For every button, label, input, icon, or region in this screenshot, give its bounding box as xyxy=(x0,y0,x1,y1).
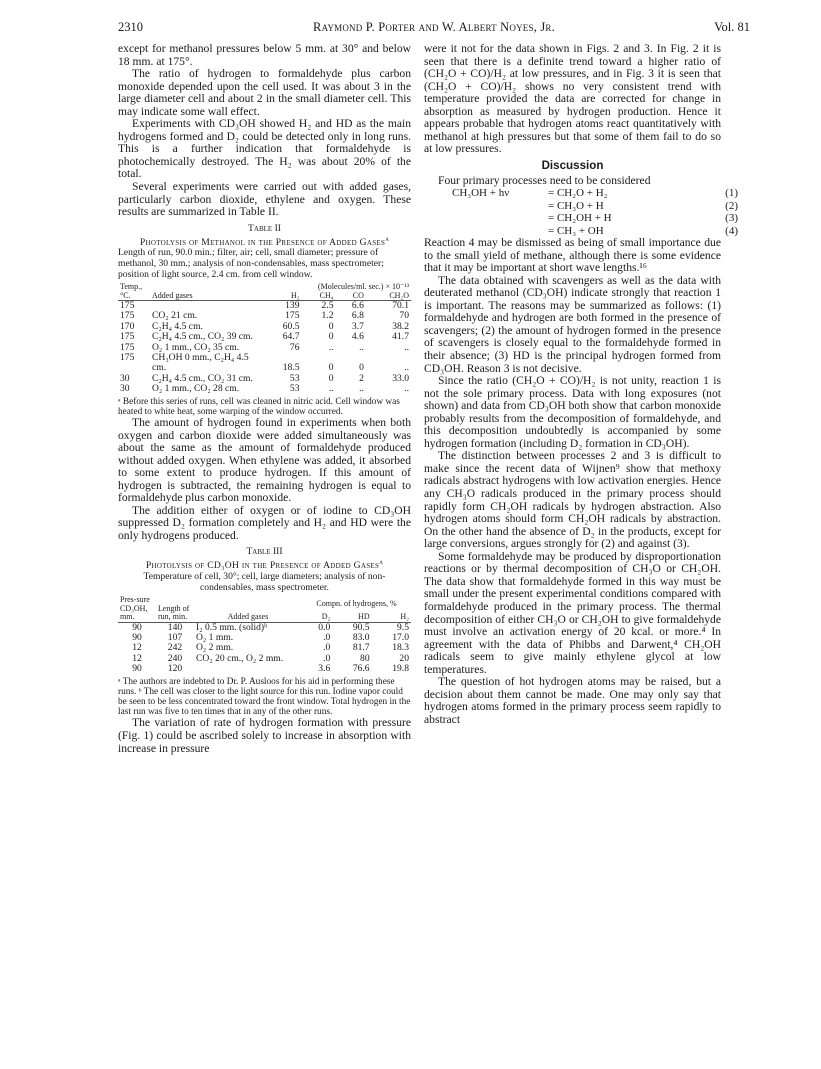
table-cell-temp: 175 xyxy=(120,299,135,311)
table-cell-gases: CO₂ 20 cm., O₂ 2 mm. xyxy=(196,652,284,664)
paragraph: Four primary processes need to be considered xyxy=(438,173,651,187)
paragraph: Reaction 4 may be dismissed as being of small importance due to the small yield of methane, although there is some evidence that it may be important at short wave lengths.¹⁶ xyxy=(424,236,721,275)
table-3-data xyxy=(118,596,411,674)
table-cell-gases: cm. xyxy=(152,362,167,374)
table-cell-co: 4.6 xyxy=(351,331,364,343)
table-row xyxy=(118,332,411,342)
table-cell-temp: 170 xyxy=(120,320,135,332)
table-title: Photolysis of Methanol in the Presence of Added Gases$^a$ xyxy=(139,234,390,248)
table-cell-ch2o: .. xyxy=(404,362,409,374)
table-cell-gases: O₂ 1 mm. xyxy=(196,631,234,643)
column-group-header: Compn. of hydrogens, % xyxy=(316,599,397,609)
table-cell-d2: .0 xyxy=(323,642,331,654)
table-cell-ch4: .. xyxy=(328,383,334,395)
column-group-header: (Molecules/ml. sec.) × 10⁻¹³ xyxy=(317,282,409,292)
table-cell-h2: 175 xyxy=(285,310,300,322)
table-cell-ch4: 0 xyxy=(328,320,334,332)
table-cell-h2: 20 xyxy=(399,652,409,664)
table-cell-ch2o: 41.7 xyxy=(392,331,409,343)
table-cell-gases: I₂ 0.5 mm. (solid)ᵇ xyxy=(196,621,268,633)
paragraph: except for methanol pressures below 5 mm. at 30° and below 18 mm. at 175°. xyxy=(118,42,411,68)
column-header: Temp., °C. xyxy=(120,282,143,300)
table-cell-h2: 17.0 xyxy=(392,631,409,643)
table-cell-hd: 80 xyxy=(360,652,370,664)
table-cell-ch4: .. xyxy=(328,341,334,353)
table-cell-len: 107 xyxy=(167,631,183,643)
table-cell-ch2o: 70 xyxy=(399,310,409,322)
table-cell-len: 140 xyxy=(167,621,183,633)
table-description: Length of run, 90.0 min.; filter, air; cell, small diameter; pressure of methanol, 30 mm.; analysis of non-condensables, mass spectrometer; position of light source, 2.4 cm. from cell window. xyxy=(118,247,384,280)
table-cell-pres: 12 xyxy=(132,642,142,654)
paragraph: The amount of hydrogen found in experiments when both oxygen and carbon dioxide were added simultaneously was about the same as the amount of formaldehyde produced without added oxygen. When ethylene was added, it absorbed to some extent to produce hydrogen. If this amount of hydrogen is subtracted, the remaining hydrogen is equal to formaldehyde plus carbon monoxide. xyxy=(118,416,411,505)
table-cell-gases: O₂ 1 mm., CO₂ 28 cm. xyxy=(152,383,240,395)
table-title: Photolysis of CD₃OH in the Presence of Added Gases$^a$ xyxy=(145,558,384,572)
column-header: H₂ xyxy=(400,612,409,622)
table-cell-d2: 0.0 xyxy=(318,621,331,633)
paragraph: The ratio of hydrogen to formaldehyde plus carbon monoxide depended upon the cell used. It was about 3 in the large diameter cell and about 2 in the small diameter cell. This may indicate some wall effect. xyxy=(118,67,411,118)
paragraph: The addition either of oxygen or of iodine to CD₃OH suppressed D₂ formation completely and H₂ and HD were the only hydrogens produced. xyxy=(118,503,411,542)
table-cell-pres: 90 xyxy=(132,631,142,643)
section-heading: Discussion xyxy=(541,158,604,172)
column-header: HD xyxy=(358,612,370,622)
left-column xyxy=(118,43,411,755)
table-cell-ch4: 0 xyxy=(328,331,334,343)
table-caption: Table III xyxy=(246,546,283,558)
table-cell-temp: 30 xyxy=(120,372,130,384)
table-cell-co: .. xyxy=(359,383,364,395)
table-cell-len: 240 xyxy=(167,652,183,664)
equation: = CH₃O + H (2) xyxy=(548,199,738,212)
table-cell-ch4: 1.2 xyxy=(321,310,334,322)
table-cell-h2: 60.5 xyxy=(282,320,300,332)
table-cell-temp: 175 xyxy=(120,351,135,363)
table-cell-ch4: 0 xyxy=(328,362,334,374)
table-cell-len: 242 xyxy=(167,642,183,654)
equation-block xyxy=(424,187,738,237)
table-cell-gases: C₂H₄ 4.5 cm. xyxy=(152,320,203,332)
table-cell-ch2o: 70.1 xyxy=(392,299,409,311)
table-cell-h2: 19.8 xyxy=(392,663,409,675)
table-cell-co: 6.6 xyxy=(351,299,364,311)
table-cell-ch4: 2.5 xyxy=(321,299,334,311)
table-3 xyxy=(118,546,411,717)
paragraph: The data obtained with scavengers as well as the data with deuterated methanol (CD₃OH) indicate strongly that reaction 1 is important. The reasons may be summarized as follows: (1) formaldehyde and hydrogen are both formed in the presence of scavengers; (2) the amount of hydrogen formed in the presence of scavengers is closely equal to the formaldehyde formed in their absence; (3) HD is the principal hydrogen formed from CD₃OH. Reason 3 is not decisive. xyxy=(424,273,721,375)
volume-label: Vol. 81 xyxy=(714,20,750,34)
table-cell-co: 0 xyxy=(359,362,364,374)
equation: CH₃OH + hν = CH₂O + H₂ (1) xyxy=(452,187,738,200)
table-cell-ch2o: .. xyxy=(404,341,409,353)
column-header: D₂ xyxy=(321,612,331,622)
equation: = CH₂OH + H (3) xyxy=(548,212,738,225)
table-cell-ch2o: 33.0 xyxy=(392,372,409,384)
table-cell-gases: O₂ 1 mm., CO₂ 35 cm. xyxy=(152,341,240,353)
paragraph: Since the ratio (CH₂O + CO)/H₂ is not unity, reaction 1 is not the sole primary process. Data with long exposures (not shown) and data from CD₃OH both show that carbon monoxide probably results from the decomposition of formaldehyde, and this decomposition undoubtedly is accompanied by some hydrogen formation (including D₂ formation in CD₃OH). xyxy=(424,374,721,450)
column-header: Length of run, min. xyxy=(158,603,190,622)
table-cell-gases: CO₂ 21 cm. xyxy=(152,310,198,322)
table-cell-co: 2 xyxy=(359,372,364,384)
column-header: CH₄ xyxy=(319,290,334,300)
column-header: Pres-sure CD₃OH, mm. xyxy=(120,595,150,622)
right-column xyxy=(424,42,738,726)
table-cell-h2: 18.3 xyxy=(392,642,409,654)
table-cell-temp: 175 xyxy=(120,341,135,353)
column-header: Added gases xyxy=(152,290,193,300)
paragraph: Experiments with CD₃OH showed H₂ and HD as the main hydrogens formed and D₂ could be detected only in long runs. This is a further indication that formaldehyde is photochemically destroyed. The H₂ was about 20% of the total. xyxy=(118,117,411,181)
paragraph: The distinction between processes 2 and 3 is difficult to make since the recent data of Wijnen⁹ show that methoxy radicals abstract hydrogens with low activation energies. Hence any CH₃O radicals produced in the primary process should rapidly form CH₂OH radicals by hydrogen abstraction. Also hydrogen atoms should form CH₂OH radicals by abstraction. On the other hand the absence of D₂ in the products, except for large conversions, argues strongly for (2) and against (3). xyxy=(424,449,721,551)
table-cell-pres: 90 xyxy=(132,663,142,675)
table-cell-d2: .0 xyxy=(323,652,331,664)
table-cell-co: 3.7 xyxy=(351,320,364,332)
table-cell-temp: 30 xyxy=(120,383,130,395)
paragraph: Some formaldehyde may be produced by disproportionation reactions or by thermal decomposition of CH₃O or CH₂OH. The data show that formaldehyde formed in this way must be small under the present experimental conditions compared with formaldehyde produced in the primary process. The thermal decomposition of either CH₃O or CH₂OH to give formaldehyde must involve an activation energy of 20 kcal. or more.⁴ In agreement with the data of Phibbs and Darwent,⁴ CH₂OH radicals seem to give mainly ethylene glycol at low temperatures. xyxy=(424,549,721,676)
table-cell-hd: 90.5 xyxy=(352,621,370,633)
table-cell-h2: 64.7 xyxy=(282,331,300,343)
column-header: CH₂O xyxy=(389,290,409,300)
page-header xyxy=(118,20,750,40)
table-caption: Table II xyxy=(248,222,281,234)
table-2-data xyxy=(118,283,411,394)
paragraph: The question of hot hydrogen atoms may be raised, but a decision about them cannot be made. One may only say that hydrogen atoms formed in the primary process seem rapidly to abstract xyxy=(424,675,721,726)
paragraph: The variation of rate of hydrogen formation with pressure (Fig. 1) could be ascribed solely to increase in absorption with increase in pressure xyxy=(118,716,411,755)
table-cell-gases: O₂ 2 mm. xyxy=(196,642,234,654)
table-cell-hd: 76.6 xyxy=(352,663,370,675)
table-footnote: ᵃ The authors are indebted to Dr. P. Ausloos for his aid in performing these runs. ᵇ The cell was closer to the light source for this run. Iodine vapor could be seen to be less concentrated toward the front window. Total hydrogen in the last run was five to ten times that in any of the other runs. xyxy=(118,676,411,718)
table-cell-h2: 53 xyxy=(289,383,300,395)
table-cell-temp: 175 xyxy=(120,331,135,343)
table-row xyxy=(118,664,411,674)
table-cell-gases: C₂H₄ 4.5 cm., CO₂ 39 cm. xyxy=(152,331,253,343)
running-title: Raymond P. Porter and W. Albert Noyes, Jr. xyxy=(313,20,555,34)
page-number: 2310 xyxy=(118,20,143,34)
paragraph: Several experiments were carried out with added gases, particularly carbon dioxide, ethylene and oxygen. These results are summarized in Table II. xyxy=(118,180,411,219)
table-row xyxy=(118,384,411,394)
table-cell-co: 6.8 xyxy=(351,310,364,322)
table-cell-pres: 90 xyxy=(132,621,142,633)
table-cell-h2: 76 xyxy=(289,341,300,353)
column-header: Added gases xyxy=(227,612,269,622)
table-cell-hd: 81.7 xyxy=(352,642,370,654)
table-cell-co: .. xyxy=(359,341,364,353)
table-cell-hd: 83.0 xyxy=(352,631,370,643)
table-2 xyxy=(118,223,411,417)
column-header: H₂ xyxy=(290,290,300,300)
table-cell-gases: CH₃OH 0 mm., C₂H₄ 4.5 xyxy=(152,351,249,363)
table-cell-ch4: 0 xyxy=(328,372,334,384)
table-footnote: ᵃ Before this series of runs, cell was cleaned in nitric acid. Cell window was heated to white heat, some warping of the window occurred. xyxy=(118,396,400,417)
table-cell-h2: 139 xyxy=(285,299,300,311)
table-cell-temp: 175 xyxy=(120,310,135,322)
table-cell-pres: 12 xyxy=(132,652,142,664)
table-cell-h2: 18.5 xyxy=(282,362,300,374)
table-cell-h2: 9.5 xyxy=(397,621,409,633)
table-cell-ch2o: 38.2 xyxy=(392,320,409,332)
table-cell-d2: .0 xyxy=(323,631,331,643)
equation: = CH₃ + OH (4) xyxy=(548,224,738,237)
table-cell-ch2o: .. xyxy=(404,383,409,395)
table-description: Temperature of cell, 30°; cell, large diameters; analysis of non-condensables, mass spectrometer. xyxy=(143,571,386,593)
paragraph: were it not for the data shown in Figs. 2 and 3. In Fig. 2 it is seen that there is a definite trend toward a higher ratio of (CH₂O + CO)/H₂ at low pressures, and in Fig. 3 it is seen that (CH₂O + CO)/H₂ shows no very consistent trend with temperature provided the data are corrected for change in absorption as measured by hydrogen production. Hence it appears probable that hydrogen atoms react quantitatively with methanol at high pressures but that some of them fail to do so at low pressures. xyxy=(424,42,721,156)
table-cell-d2: 3.6 xyxy=(318,663,331,675)
table-cell-gases: C₂H₄ 4.5 cm., CO₂ 31 cm. xyxy=(152,372,253,384)
column-header: CO xyxy=(352,290,364,300)
table-cell-gases xyxy=(194,664,302,674)
table-cell-h2: 53 xyxy=(289,372,300,384)
table-cell-len: 120 xyxy=(167,663,183,675)
